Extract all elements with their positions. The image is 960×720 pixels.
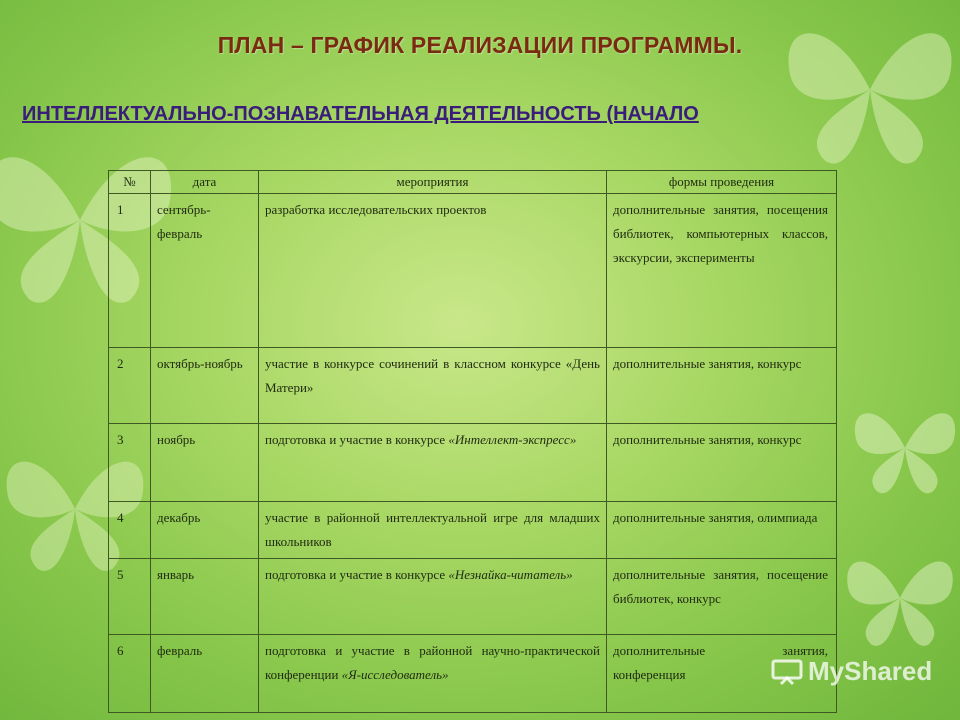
row-event — [259, 348, 607, 424]
event-text: участие в конкурсе сочинений в классном конкурсе «День Матери» — [265, 356, 600, 395]
row-number: 1 — [109, 194, 151, 348]
row-form: дополнительные занятия, конкурс — [607, 424, 837, 502]
event-italic-text: «Интеллект-экспресс» — [448, 432, 577, 447]
row-date: сентябрь-февраль — [151, 194, 259, 348]
header-events: мероприятия — [259, 171, 607, 194]
row-number: 2 — [109, 348, 151, 424]
row-number: 3 — [109, 424, 151, 502]
event-text: участие в районной интеллектуальной игре для младших школьников — [265, 510, 600, 549]
table-row — [109, 502, 837, 559]
row-form: дополнительные занятия, конкурс — [607, 348, 837, 424]
event-text: подготовка и участие в конкурсе — [265, 432, 449, 447]
event-italic-text: «Я-исследователь» — [341, 667, 449, 682]
row-date: ноябрь — [151, 424, 259, 502]
table-row — [109, 348, 837, 424]
row-event — [259, 194, 607, 348]
table-row — [109, 424, 837, 502]
row-form: дополнительные занятия, олимпиада — [607, 502, 837, 559]
watermark-text: MyShared — [808, 656, 933, 686]
event-text: подготовка и участие в конкурсе — [265, 567, 449, 582]
butterfly-decoration — [780, 0, 960, 170]
table-row — [109, 194, 837, 348]
row-number: 5 — [109, 559, 151, 635]
row-event — [259, 635, 607, 713]
slide-title: ПЛАН – ГРАФИК РЕАЛИЗАЦИИ ПРОГРАММЫ. — [217, 32, 743, 58]
row-date: февраль — [151, 635, 259, 713]
table-header-row — [109, 171, 837, 194]
row-form: дополнительные занятия, посещение библиотек, конкурс — [607, 559, 837, 635]
row-number: 6 — [109, 635, 151, 713]
row-form: дополнительные занятия, посещения библиотек, компьютерных классов, экскурсии, эксперименты — [607, 194, 837, 348]
row-event — [259, 424, 607, 502]
event-italic-text: «Незнайка-читатель» — [448, 567, 573, 582]
event-text: подготовка и участие в районной научно-практической конференции — [265, 643, 600, 682]
row-date: октябрь-ноябрь — [151, 348, 259, 424]
event-text: разработка исследовательских проектов — [265, 202, 487, 217]
row-number: 4 — [109, 502, 151, 559]
header-date: дата — [151, 171, 259, 194]
row-date: декабрь — [151, 502, 259, 559]
header-number: № — [109, 171, 151, 194]
row-event — [259, 502, 607, 559]
plan-table — [108, 170, 837, 713]
row-event — [259, 559, 607, 635]
watermark-logo — [770, 656, 932, 687]
row-date: январь — [151, 559, 259, 635]
table-row — [109, 559, 837, 635]
row-form: дополнительные занятия, конференция — [607, 635, 837, 713]
presentation-screen-icon — [770, 657, 804, 687]
table-row — [109, 635, 837, 713]
header-forms: формы проведения — [607, 171, 837, 194]
butterfly-decoration — [840, 540, 960, 650]
butterfly-decoration — [850, 390, 960, 500]
section-subtitle: ИНТЕЛЛЕКТУАЛЬНО-ПОЗНАВАТЕЛЬНАЯ ДЕЯТЕЛЬНОСТЬ (НАЧАЛО — [22, 103, 699, 125]
